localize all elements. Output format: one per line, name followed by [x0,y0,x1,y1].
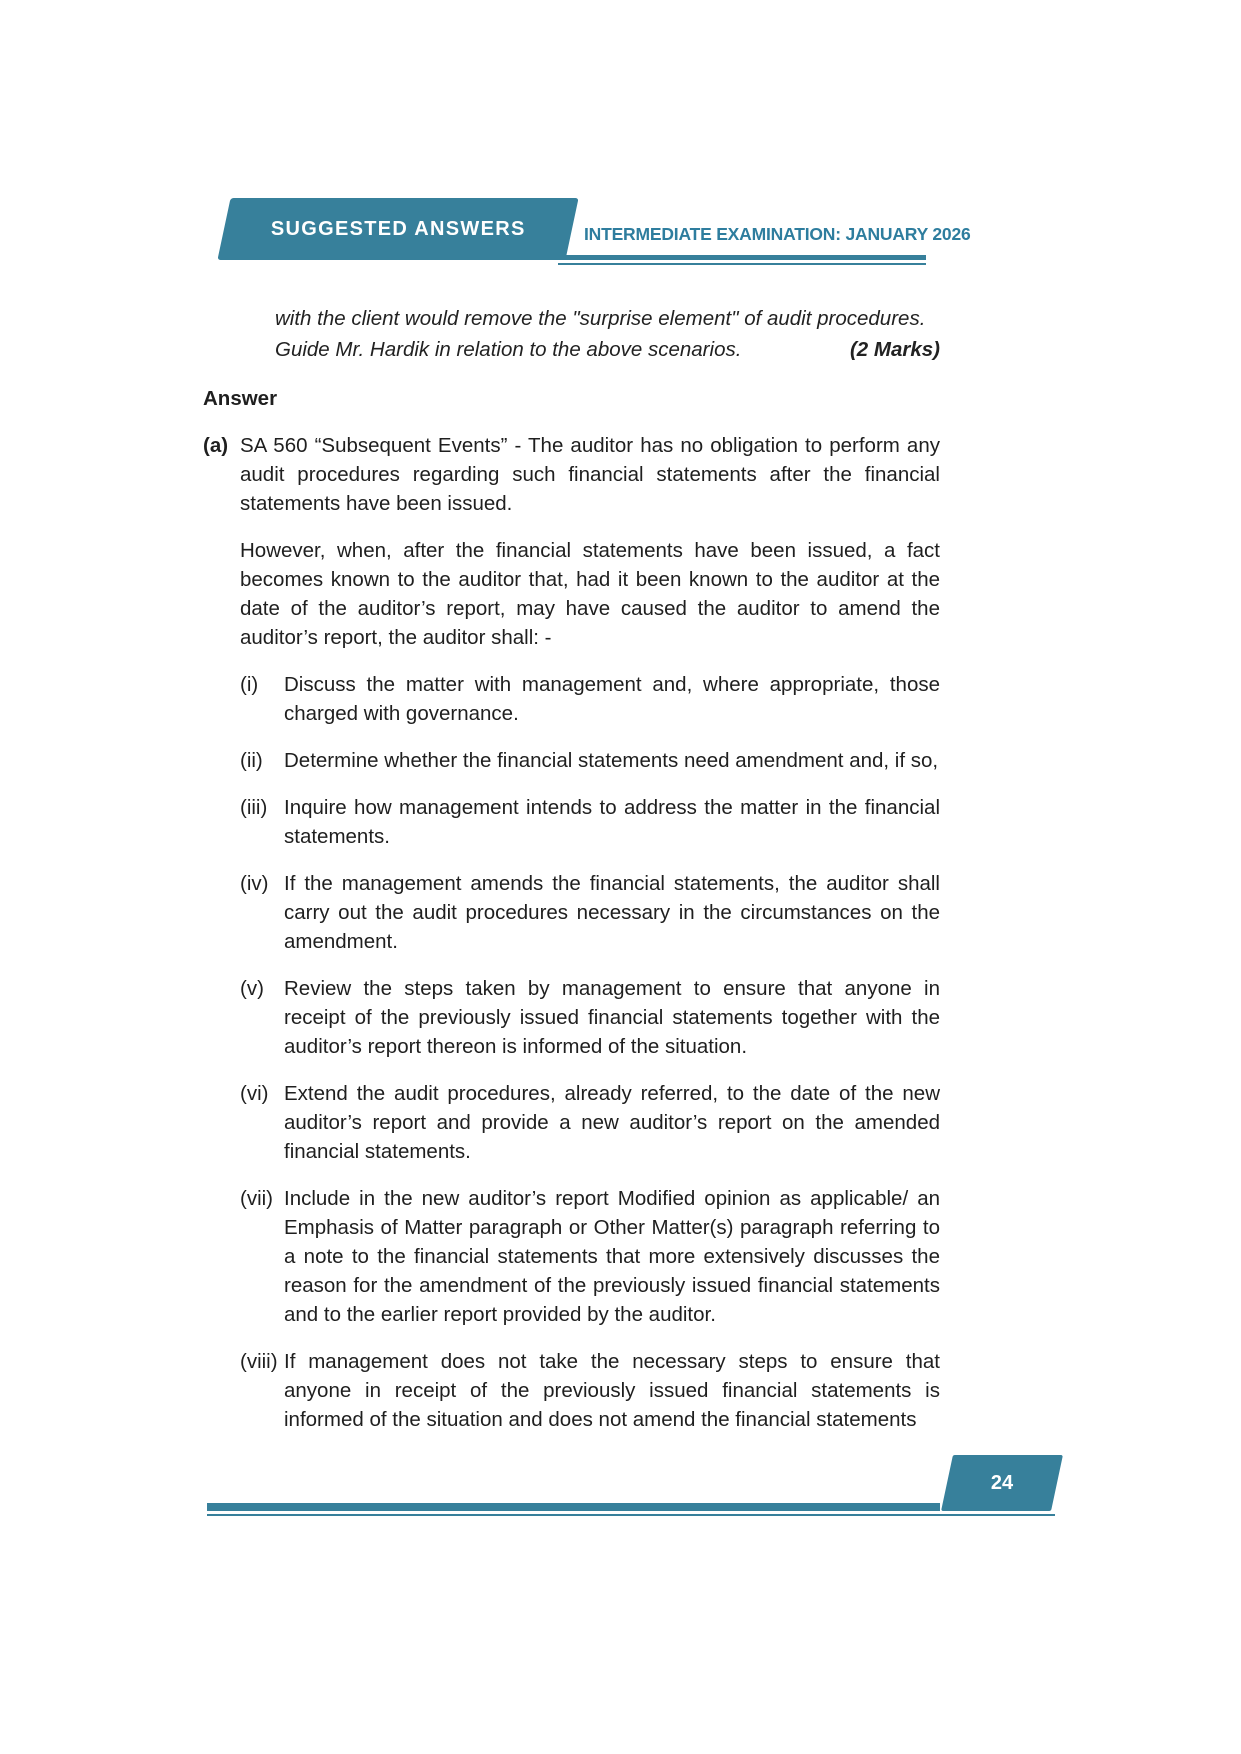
list-item-text: Inquire how management intends to address the matter in the financial statements. [284,796,940,848]
list-item-marker: (ii) [240,749,263,772]
list-item-text: If management does not take the necessary steps to ensure that anyone in receipt of the previously issued financial statements is informed of the situation and does not amend the financial statements [284,1350,940,1431]
page-number-badge [941,1455,1063,1511]
marks-label: (2 Marks) [849,338,940,361]
list-item [240,746,940,775]
list-item [240,1184,940,1329]
answer-paragraph: SA 560 “Subsequent Events” - The auditor has no obligation to perform any audit procedures regarding such financial statements after the financial statements have been issued. [240,434,940,515]
header-rule-thick [558,255,926,260]
list-item-text: If the management amends the financial statements, the auditor shall carry out the audit procedures necessary in the circumstances on the amendment. [284,872,940,953]
question-excerpt-line2-text: Guide Mr. Hardik in relation to the above scenarios. [275,338,742,361]
list-item [240,869,940,956]
list-item-marker: (v) [240,977,264,1000]
answer-heading: Answer [203,387,278,410]
footer-rule-thick [207,1503,940,1511]
list-item [240,1347,940,1434]
question-excerpt-line2 [275,334,940,365]
list-item-text: Review the steps taken by management to ensure that anyone in receipt of the previously issued financial statements together with the auditor’s report thereon is informed of the situation. [284,977,940,1058]
header-badge [217,198,578,260]
footer-rule-thin [207,1514,1055,1516]
list-item-text: Determine whether the financial statements need amendment and, if so, [284,749,939,772]
list-item [240,1079,940,1166]
list-item-marker: (iv) [240,872,269,895]
list-item-text: Discuss the matter with management and, where appropriate, those charged with governance. [284,673,940,725]
header-badge-label: SUGGESTED ANSWERS [270,217,526,240]
answer-item-body [240,431,940,1434]
answer-item-a [203,431,940,1434]
list-item-marker: (viii) [240,1350,278,1373]
list-item-marker: (iii) [240,796,268,819]
list-item-marker: (i) [240,673,259,696]
header-title: INTERMEDIATE EXAMINATION: JANUARY 2026 [584,224,971,244]
list-item-text: Include in the new auditor’s report Modified opinion as applicable/ an Emphasis of Matter paragraph or Other Matter(s) paragraph referring to a note to the financial statements that more extensively discusses the reason for the amendment of the previously issued financial statements and to the earlier report provided by the auditor. [284,1187,940,1326]
list-item-marker: (vi) [240,1082,269,1105]
list-item-text: Extend the audit procedures, already referred, to the date of the new auditor’s report and provide a new auditor’s report on the amended financial statements. [284,1082,940,1163]
header-rule-thin [558,263,926,265]
question-excerpt-line1: with the client would remove the "surprise element" of audit procedures. [275,307,926,330]
list-item [240,793,940,851]
answer-item-label: (a) [203,434,229,457]
answer-paragraph: However, when, after the financial statements have been issued, a fact becomes known to the auditor that, had it been known to the auditor at the date of the auditor’s report, may have caused the auditor to amend the auditor’s report, the auditor shall: - [240,539,940,649]
page-content [203,303,940,1434]
question-excerpt [275,303,940,365]
list-item-marker: (vii) [240,1187,274,1210]
page-number: 24 [990,1471,1014,1494]
list-item [240,974,940,1061]
list-item [240,670,940,728]
